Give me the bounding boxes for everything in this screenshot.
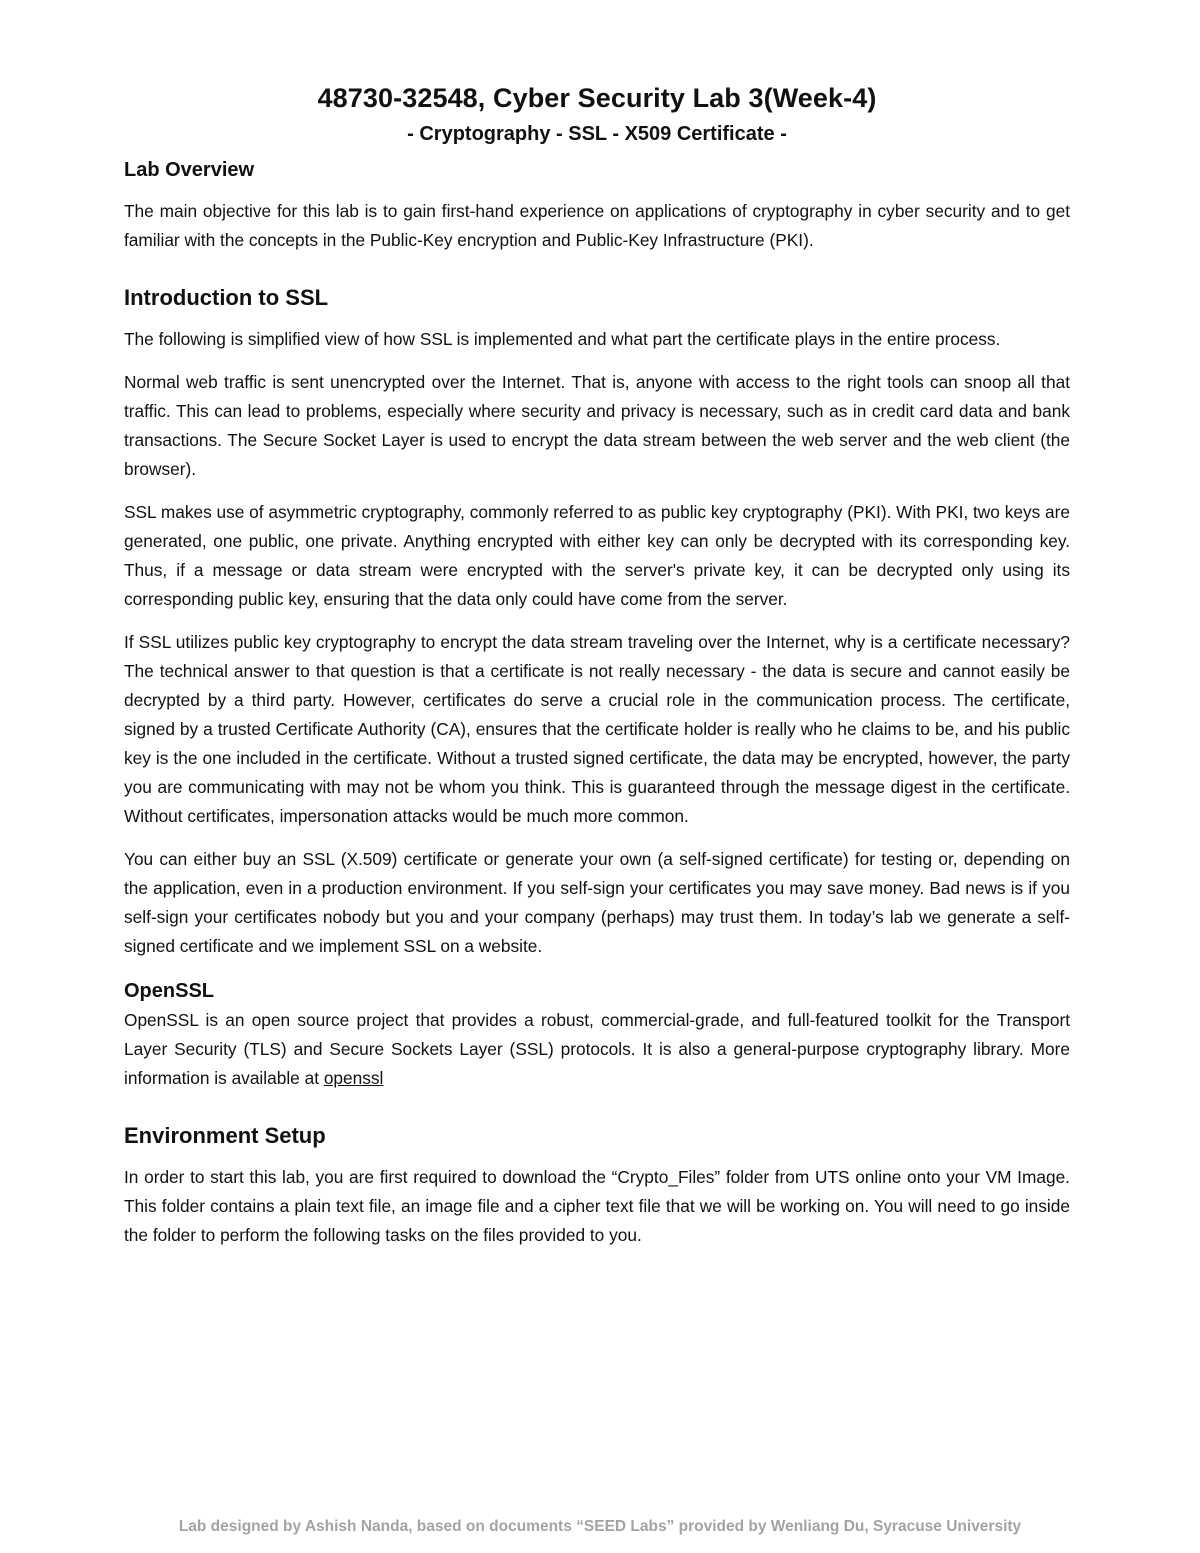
intro-ssl-paragraph-4: If SSL utilizes public key cryptography to encrypt the data stream traveling over the Internet, why is a certificate necessary? The technical answer to that question is that a certificate is not really necessary - the data is secure and cannot easily be decrypted by a third party. However, certificates do serve a crucial role in the communication process. The certificate, signed by a trusted Certificate Authority (CA), ensures that the certificate holder is really who he claims to be, and his public key is the one included in the certificate. Without a trusted signed certificate, the data may be encrypted, however, the party you are communicating with may not be whom you think. This is guaranteed through the message digest in the certificate. Without certificates, impersonation attacks would be much more common. [124, 632, 1070, 826]
openssl-link[interactable]: openssl [323, 1068, 384, 1088]
intro-ssl-paragraph-5: You can either buy an SSL (X.509) certificate or generate your own (a self-signed certificate) for testing or, depending on the application, even in a production environment. If you self-sign your certificates you may save money. Bad news is if you self-sign your certificates nobody but you and your company (perhaps) may trust them. In today’s lab we generate a self-signed certificate and we implement SSL on a website. [124, 849, 1070, 956]
intro-ssl-paragraph-2: Normal web traffic is sent unencrypted over the Internet. That is, anyone with access to the right tools can snoop all that traffic. This can lead to problems, especially where security and privacy is necessary, such as in credit card data and bank transactions. The Secure Socket Layer is used to encrypt the data stream between the web server and the web client (the browser). [124, 372, 1070, 479]
openssl-paragraph-text: OpenSSL is an open source project that provides a robust, commercial-grade, and full-featured toolkit for the Transport Layer Security (TLS) and Secure Sockets Layer (SSL) protocols. It is also a general-purpose cryptography library. More information is available at [124, 1010, 1070, 1088]
lab-overview-paragraph: The main objective for this lab is to gain first-hand experience on applications of cryptography in cyber security and to get familiar with the concepts in the Public-Key encryption and Public-Key Infrastructure (PKI). [124, 201, 1070, 250]
environment-setup-heading: Environment Setup [124, 1123, 326, 1148]
intro-ssl-paragraph-1: The following is simplified view of how SSL is implemented and what part the certificate plays in the entire process. [124, 329, 1001, 349]
intro-ssl-heading: Introduction to SSL [124, 285, 329, 310]
document-title: 48730-32548, Cyber Security Lab 3(Week-4) [317, 83, 877, 113]
openssl-paragraph [124, 1006, 1070, 1093]
document-body [124, 80, 1070, 1250]
openssl-heading: OpenSSL [124, 980, 215, 1002]
intro-ssl-paragraph-3: SSL makes use of asymmetric cryptography, commonly referred to as public key cryptography (PKI). With PKI, two keys are generated, one public, one private. Anything encrypted with either key can only be decrypted with its corresponding key. Thus, if a message or data stream were encrypted with the server's private key, it can be decrypted only using its corresponding public key, ensuring that the data only could have come from the server. [124, 502, 1071, 609]
lab-overview-heading: Lab Overview [124, 159, 255, 181]
document-subtitle: - Cryptography - SSL - X509 Certificate - [407, 123, 787, 145]
page-footer: Lab designed by Ashish Nanda, based on documents “SEED Labs” provided by Wenliang Du, Syracuse University [178, 1518, 1022, 1535]
environment-setup-paragraph: In order to start this lab, you are first required to download the “Crypto_Files” folder from UTS online onto your VM Image. This folder contains a plain text file, an image file and a cipher text file that we will be working on. You will need to go inside the folder to perform the following tasks on the files provided to you. [124, 1167, 1070, 1245]
